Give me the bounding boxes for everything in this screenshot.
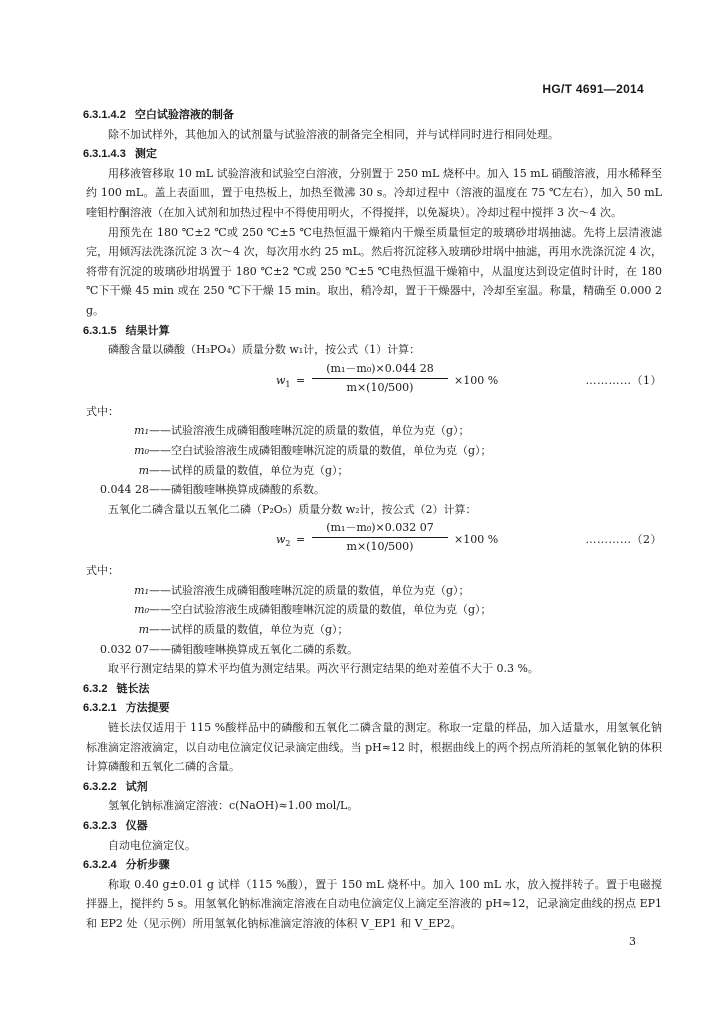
heading-title: 分析步骤 (125, 858, 170, 872)
heading-title: 测定 (134, 147, 157, 161)
paragraph: 取平行测定结果的算术平均值为测定结果。两次平行测定结果的绝对差值不大于 0.3 %。 (108, 662, 539, 676)
standard-code: HG/T 4691—2014 (542, 82, 644, 96)
paragraph: 自动电位滴定仪。 (108, 838, 196, 852)
definition-item (60, 620, 662, 640)
heading-number: 6.3.2 (83, 682, 108, 695)
definition-symbol: m (138, 623, 149, 637)
heading-number: 6.3.2.4 (83, 859, 117, 872)
fraction (310, 519, 450, 556)
formula-lhs (276, 530, 291, 554)
numerator: (m₁－m₀)×0.032 07 (326, 521, 434, 535)
definition-symbol: 0.032 07 (100, 642, 149, 656)
formula-1 (86, 360, 662, 402)
page-number: 3 (629, 935, 636, 948)
heading-number: 6.3.1.5 (83, 324, 117, 337)
numerator: (m₁－m₀)×0.044 28 (326, 361, 434, 375)
heading-title: 试剂 (125, 779, 148, 793)
where-label: 式中： (86, 404, 119, 418)
definition-item (60, 461, 662, 481)
definition-text: ——试验溶液生成磷钼酸喹啉沉淀的质量的数值，单位为克（g）； (149, 583, 470, 597)
heading-6-3-1-4-2 (83, 105, 685, 125)
definition-symbol: 0.044 28 (100, 483, 149, 497)
definition-text: ——试样的质量的数值，单位为克（g）； (149, 623, 349, 637)
definition-item (60, 441, 662, 461)
heading-title: 空白试验溶液的制备 (134, 108, 234, 121)
definition-text: ——磷钼酸喹啉换算成磷酸的系数。 (149, 483, 325, 497)
heading-6-3-2-1 (83, 698, 685, 718)
formula-lhs-symbol: w (276, 373, 286, 387)
paragraph: 氢氧化钠标准滴定溶液：c(NaOH)≈1.00 mol/L。 (108, 799, 359, 813)
heading-6-3-2-2 (83, 777, 685, 797)
equals-sign: = (296, 533, 306, 547)
where-label: 式中： (86, 564, 119, 578)
formula-tail: ×100 % (454, 533, 499, 547)
formula-tail: ×100 % (454, 373, 499, 387)
fraction (310, 360, 450, 397)
heading-number: 6.3.2.2 (83, 780, 117, 793)
definition-symbol: m (138, 463, 149, 477)
heading-6-3-1-4-3 (83, 144, 685, 164)
formula-lhs-subscript: 1 (285, 379, 291, 389)
definition-list (60, 581, 662, 659)
definition-item (60, 600, 662, 620)
definition-item (60, 480, 662, 500)
definition-symbol: m₀ (134, 443, 149, 457)
definition-text: ——试验溶液生成磷钼酸喹啉沉淀的质量的数值，单位为克（g）； (149, 424, 470, 438)
definition-text: ——磷钼酸喹啉换算成五氧化二磷的系数。 (149, 642, 358, 656)
equals-sign: = (296, 373, 306, 387)
heading-title: 方法提要 (125, 701, 170, 715)
definition-symbol: m₁ (134, 424, 149, 438)
heading-number: 6.3.1.4.2 (83, 109, 126, 121)
paragraph: 五氧化二磷含量以五氧化二磷（P₂O₅）质量分数 w₂计，按公式（2）计算： (108, 502, 477, 516)
formula-number: …………（2） (585, 533, 662, 547)
heading-6-3-2-3 (83, 816, 685, 836)
formula-lhs-symbol: w (276, 533, 286, 547)
document-body (60, 105, 662, 934)
heading-number: 6.3.2.3 (83, 820, 117, 832)
heading-title: 结果计算 (125, 323, 170, 337)
definition-item (60, 581, 662, 601)
paragraph: 磷酸含量以磷酸（H₃PO₄）质量分数 w₁计，按公式（1）计算： (108, 343, 421, 357)
heading-6-3-2-4 (83, 855, 685, 875)
heading-6-3-2 (83, 679, 685, 699)
heading-title: 仪器 (125, 819, 148, 832)
definition-item (60, 640, 662, 660)
paragraph: 链长法仅适用于 115 %酸样品中的磷酸和五氧化二磷含量的测定。称取一定量的样品，加入适量水，用氢氧化钠标准滴定溶液滴定，以自动电位滴定仪记录滴定曲线。当 pH≈12 时，根据曲线上的两个拐点所消耗的氢氧化钠的体积计算磷酸和五氧化二磷的含量。 (86, 721, 662, 774)
definition-text: ——试样的质量的数值，单位为克（g）； (149, 463, 349, 477)
heading-number: 6.3.1.4.3 (83, 148, 126, 161)
definition-item (60, 421, 662, 441)
definition-text: ——空白试验溶液生成磷钼酸喹啉沉淀的质量的数值，单位为克（g）； (149, 443, 492, 457)
definition-symbol: m₀ (134, 603, 149, 617)
formula-2 (86, 519, 662, 561)
formula-lhs (276, 371, 291, 395)
paragraph: 用预先在 180 ℃±2 ℃或 250 ℃±5 ℃电热恒温干燥箱内干燥至质量恒定的玻璃砂坩埚抽滤。先将上层清液滤完，用倾泻法洗涤沉淀 3 次～4 次，每次用水约 25 mL。然后将沉淀移入玻璃砂坩埚中抽滤，再用水洗涤沉淀 4 次，将带有沉淀的玻璃砂坩埚置于 180 ℃±2 ℃或 250 ℃±5 ℃电热恒温干燥箱中，从温度达到设定值时计时，在 180 ℃下干燥 45 min 或在 250 ℃下干燥 15 min。取出，稍冷却，置于干燥器中，冷却至室温。称量，精确至 0.000 2 g。 (86, 225, 662, 317)
definition-text: ——空白试验溶液生成磷钼酸喹啉沉淀的质量的数值，单位为克（g）； (149, 603, 492, 617)
paragraph: 用移液管移取 10 mL 试验溶液和试验空白溶液，分别置于 250 mL 烧杯中。加入 15 mL 硝酸溶液，用水稀释至约 100 mL。盖上表面皿，置于电热板上，加热至微沸 30 s。冷却过程中（溶液的温度在 75 ℃左右），加入 50 mL 喹钼柠酮溶液（在加入试剂和加热过程中不得使用明火，不得搅拌，以免凝块）。冷却过程中搅拌 3 次～4 次。 (86, 166, 662, 219)
paragraph: 称取 0.40 g±0.01 g 试样（115 %酸），置于 150 mL 烧杯中。加入 100 mL 水，放入搅拌转子。置于电磁搅拌器上，搅拌约 5 s。用氢氧化钠标准滴定溶液在自动电位滴定仪上滴定至溶液的 pH≈12，记录滴定曲线的拐点 EP1 和 EP2 处（见示例）所用氢氧化钠标准滴定溶液的体积 V_EP1 和 V_EP2。 (86, 877, 662, 930)
formula-number: …………（1） (585, 373, 662, 387)
formula-lhs-subscript: 2 (285, 539, 291, 549)
heading-number: 6.3.2.1 (83, 702, 117, 715)
definition-symbol: m₁ (134, 583, 149, 597)
paragraph: 除不加试样外，其他加入的试剂量与试验溶液的制备完全相同，并与试样同时进行相同处理。 (108, 127, 559, 141)
heading-title: 链长法 (116, 681, 150, 695)
definition-list (60, 421, 662, 499)
denominator: m×(10/500) (346, 380, 414, 394)
heading-6-3-1-5 (83, 321, 685, 341)
denominator: m×(10/500) (346, 540, 414, 554)
